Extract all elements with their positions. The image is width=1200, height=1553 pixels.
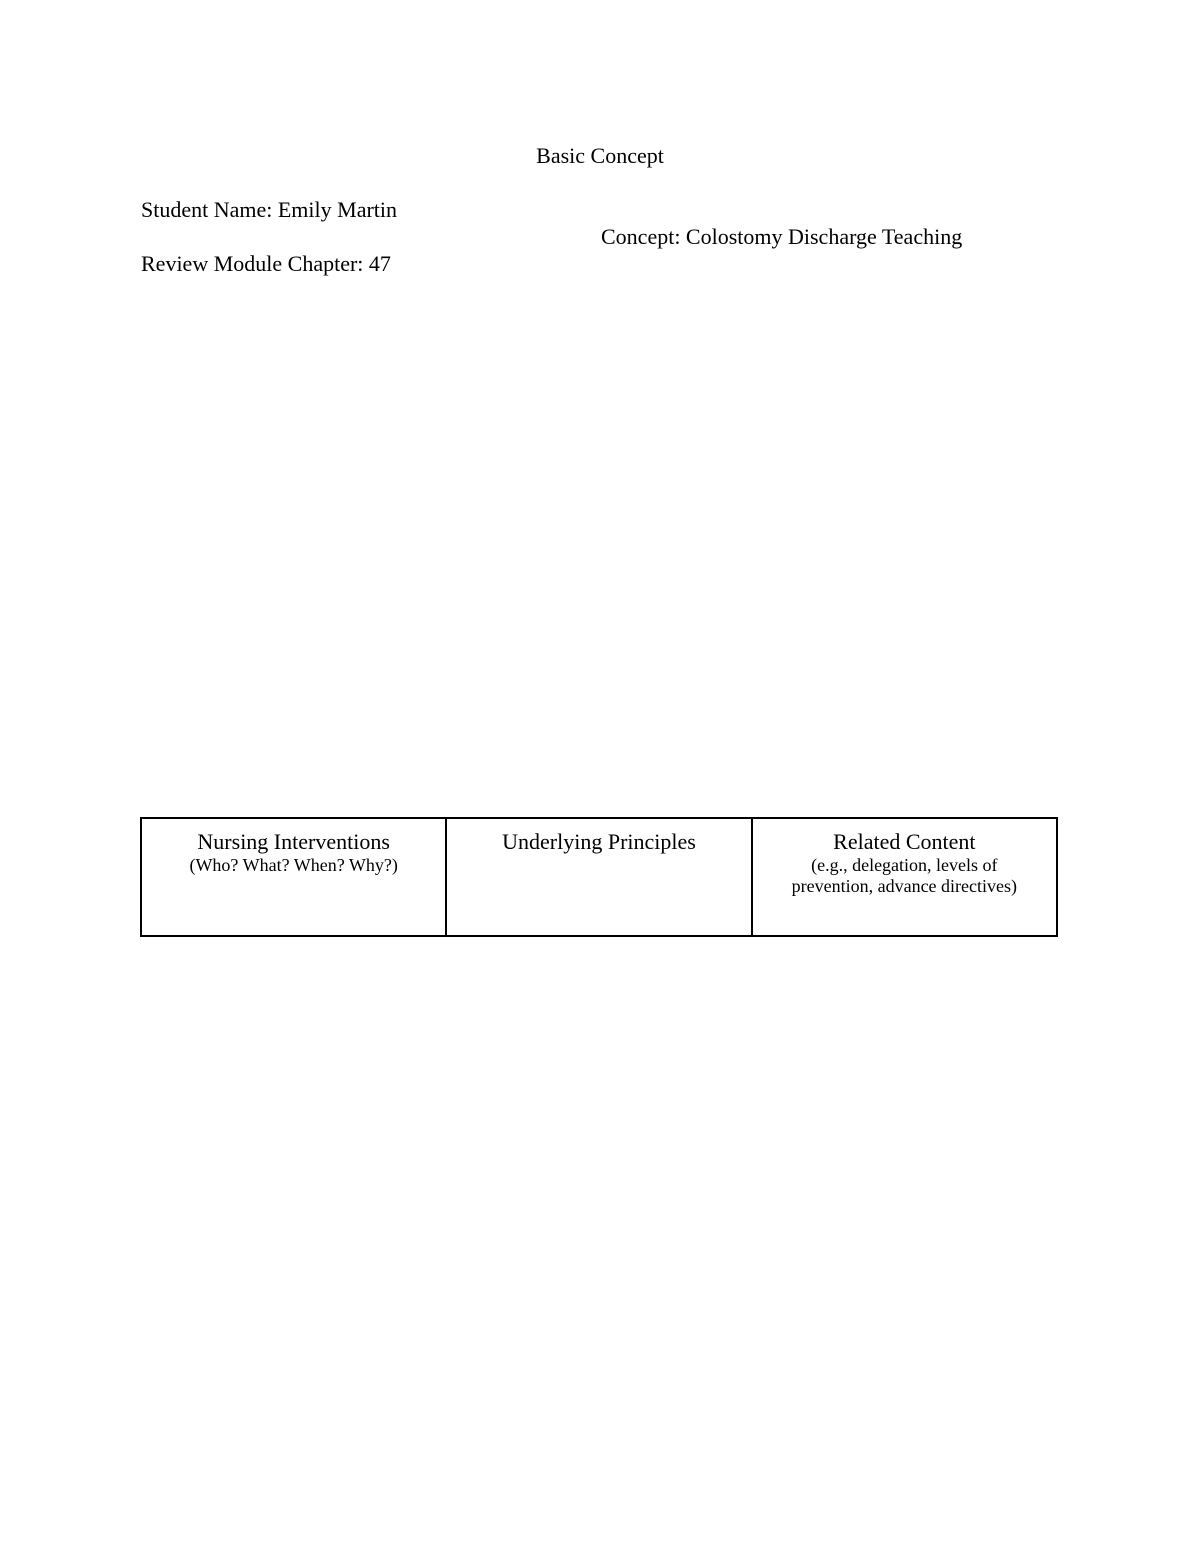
nursing-interventions-cell xyxy=(142,819,445,935)
column-heading: Underlying Principles xyxy=(502,829,696,854)
page-title: Basic Concept xyxy=(536,143,664,168)
column-heading: Nursing Interventions xyxy=(197,829,390,854)
column-subheading: (Who? What? When? Why?) xyxy=(189,855,398,875)
related-content-cell xyxy=(751,819,1056,935)
concept-label: Concept: Colostomy Discharge Teaching xyxy=(601,224,963,249)
column-heading: Related Content xyxy=(833,829,976,854)
student-name: Student Name: Emily Martin xyxy=(141,197,398,222)
column-subheading: (e.g., delegation, levels of prevention, advance directives) xyxy=(791,855,1018,896)
review-module-chapter: Review Module Chapter: 47 xyxy=(141,251,391,276)
concept-table xyxy=(140,817,1058,937)
underlying-principles-cell xyxy=(445,819,750,935)
